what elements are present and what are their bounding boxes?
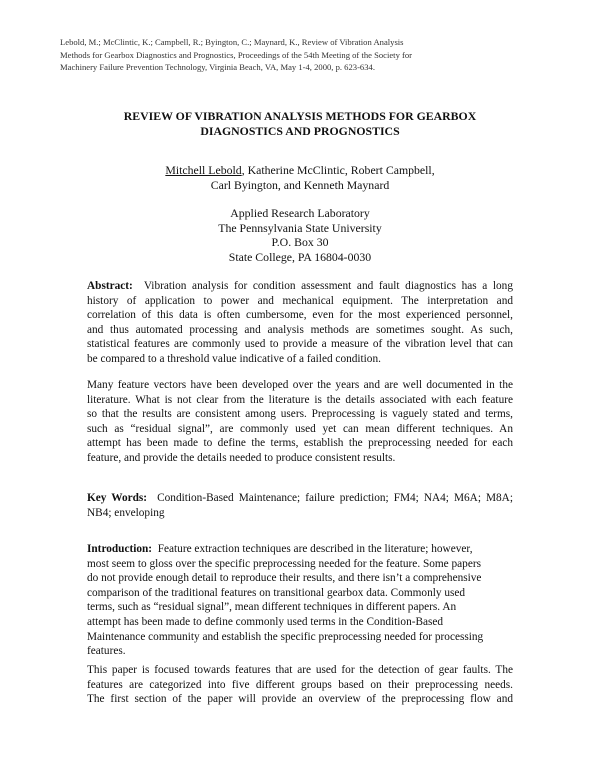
intro-line: This paper is focused towards features that are used for the detection of gear faults. The (87, 664, 513, 676)
citation-line: Methods for Gearbox Diagnostics and Prognostics, Proceedings of the 54th Meeting of the Society for (60, 49, 413, 60)
intro-line: most seem to gloss over the specific preprocessing needed for the feature. Some papers (87, 557, 482, 570)
abstract-line: history of application to power and mechanical equipment. The interpretation and (87, 294, 513, 307)
abstract-line: Many feature vectors have been developed over the years and are well documented in the (87, 379, 513, 391)
abstract-line: correlation of this data is often cumbersome, even for the most experienced personnel, (87, 309, 513, 322)
intro-line: Maintenance community and establish the specific preprocessing needed for processing (87, 630, 484, 643)
intro-line: terms, such as “residual signal”, mean different techniques in different papers. An (87, 601, 457, 614)
abstract-line: attempt has been made to define the terms, establish the preprocessing needed for each (87, 437, 513, 450)
author-list (60, 163, 540, 192)
lead-author: Mitchell Lebold (165, 163, 242, 177)
abstract-line: feature, and provide the details needed to produce consistent results. (87, 451, 396, 464)
affiliation (60, 206, 540, 264)
title-line: DIAGNOSTICS AND PROGNOSTICS (200, 123, 400, 138)
affiliation-line: Applied Research Laboratory (230, 206, 370, 220)
affiliation-line: State College, PA 16804-0030 (228, 249, 372, 264)
author-line: Carl Byington, and Kenneth Maynard (210, 177, 390, 192)
affiliation-line: The Pennsylvania State University (218, 220, 382, 235)
keywords-line: Key Words: Condition-Based Maintenance; failure prediction; FM4; NA4; M6A; M8A; (87, 492, 513, 504)
abstract-line: Abstract: Vibration analysis for condition assessment and fault diagnostics has a long (87, 280, 513, 292)
introduction-paragraph (87, 542, 513, 659)
intro-line: features are categorized into five different groups based on their preprocessing needs. (87, 678, 513, 691)
intro-line: attempt has been made to define commonly used terms in the Condition-Based (87, 615, 444, 628)
paper-title (60, 109, 540, 138)
affiliation-line: P.O. Box 30 (271, 235, 329, 249)
abstract-paragraph-2 (87, 378, 513, 466)
title-line: REVIEW OF VIBRATION ANALYSIS METHODS FOR GEARBOX (123, 109, 477, 123)
citation-line: Machinery Failure Prevention Technology, Virginia Beach, VA, May 1-4, 2000, p. 623-634. (60, 62, 375, 72)
keywords-line: NB4; enveloping (87, 506, 165, 519)
introduction-label: Introduction: (87, 543, 153, 555)
co-authors: , Katherine McClintic, Robert Campbell, (241, 163, 435, 177)
abstract-label: Abstract: (87, 280, 133, 292)
abstract-line: be compared to a threshold value indicative of a failed condition. (87, 352, 381, 365)
abstract-line: such as “residual signal”, are commonly used yet can mean different techniques. An (87, 422, 513, 435)
intro-line: Introduction: Feature extraction techniques are described in the literature; however, (87, 543, 473, 555)
author-line (60, 163, 540, 178)
citation-line: Lebold, M.; McClintic, K.; Campbell, R.; Byington, C.; Maynard, K., Review of Vibration Analysis (60, 37, 404, 47)
abstract-paragraph (87, 279, 513, 367)
intro-line: features. (87, 645, 126, 658)
abstract-line: so that the results are consistent among users. Preprocessing is vaguely stated and terms, (87, 408, 513, 421)
intro-line: comparison of the traditional features on transitional gearbox data. Commonly used (87, 586, 466, 599)
intro-line: The first section of the paper will provide an overview of the preprocessing flow and (87, 693, 513, 706)
abstract-line: statistical features are commonly used to provide a measure of the vibration level that can (87, 338, 513, 351)
keywords-label: Key Words: (87, 492, 148, 504)
intro-line: do not provide enough detail to reproduce their results, and there isn’t a comprehensive (87, 572, 482, 585)
abstract-line: and thus automated processing and analysis methods are sometimes sought. As such, (87, 323, 513, 336)
abstract-line: literature. What is not clear from the literature is the details associated with each feature (87, 393, 513, 406)
introduction-paragraph-2 (87, 663, 513, 707)
keywords-paragraph (87, 491, 513, 520)
citation-header (60, 36, 550, 74)
